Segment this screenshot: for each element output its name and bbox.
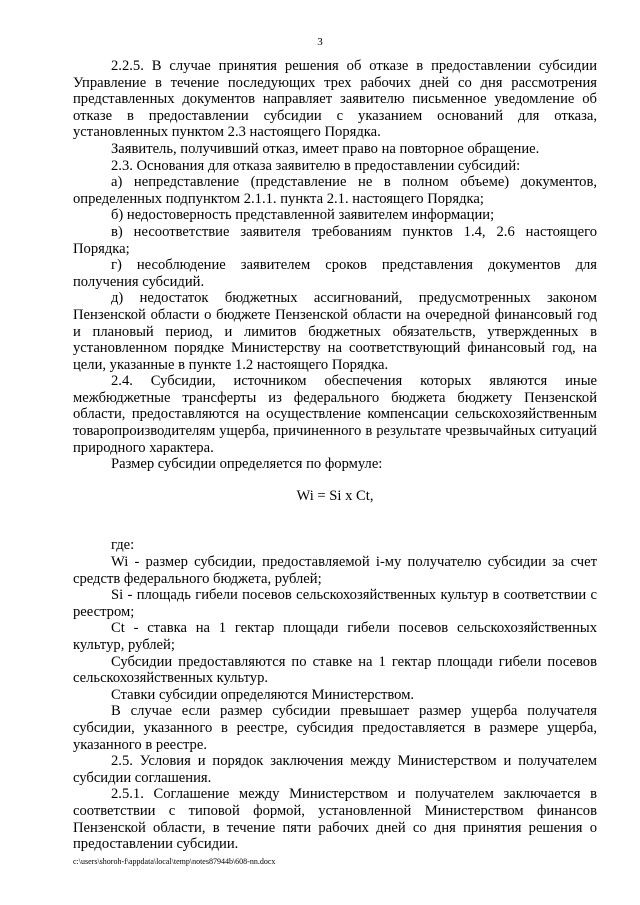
subsidy-formula: Wi = Si x Ct, [296, 487, 374, 504]
paragraph-2-5: 2.5. Условия и порядок заключения между Министерством и получателем субсидии соглашения. [73, 753, 597, 786]
paragraph-2-3-b: б) недостоверность представленной заявителем информации; [111, 207, 495, 224]
paragraph-2-3-v: в) несоответствие заявителя требованиям пунктов 1.4, 2.6 настоящего Порядка; [73, 223, 597, 257]
paragraph-ct-definition: Ct - ставка на 1 гектар площади гибели посевов сельскохозяйственных культур, рублей; [73, 620, 597, 653]
document-body [73, 58, 597, 853]
page-number: 3 [317, 36, 323, 48]
paragraph-2-3-d: д) недостаток бюджетных ассигнований, предусмотренных законом Пензенской области о бюджете Пензенской области на очередной финансовый год и плановый период, и лимитов бюджетных обязательств, утвержденных в установленном порядке Министерству на соответствующий финансовый год, на цели, указанные в пункте 1.2 настоящего Порядка. [73, 290, 597, 373]
paragraph-2-3: 2.3. Основания для отказа заявителю в предоставлении субсидий: [111, 157, 521, 174]
paragraph-2-3-a: а) непредставление (представление не в полном объеме) документов, определенных подпунктом 2.1.1. пункта 2.1. настоящего Порядка; [73, 174, 597, 207]
paragraph-si-definition: Si - площадь гибели посевов сельскохозяйственных культур в соответствии с реестром; [73, 587, 597, 620]
paragraph-where: где: [111, 537, 135, 554]
paragraph-formula-intro: Размер субсидии определяется по формуле: [111, 456, 383, 473]
paragraph-2-2-5: 2.2.5. В случае принятия решения об отказе в предоставлении субсидии Управление в течение последующих трех рабочих дней со дня рассмотрения представленных документов направляет заявителю письменное уведомление об отказе в предоставлении субсидии с указанием оснований для отказа, установленных пунктом 2.3 настоящего Порядка. [73, 58, 597, 141]
footer-file-path: c:\users\shoroh-f\appdata\local\temp\notes87944b\608-nn.docx [73, 857, 276, 866]
paragraph-2-5-1: 2.5.1. Соглашение между Министерством и получателем заключается в соответствии с типовой формой, установленной Министерством финансов Пензенской области, в течение пяти рабочих дней со дня принятия решения о предоставлении субсидии. [73, 786, 597, 853]
paragraph-damage-cap: В случае если размер субсидии превышает размер ущерба получателя субсидии, указанного в реестре, субсидия предоставляется в размере ущерба, указанного в реестре. [73, 703, 597, 753]
paragraph-wi-definition: Wi - размер субсидии, предоставляемой i-му получателю субсидии за счет средств федерального бюджета, рублей; [73, 554, 597, 587]
paragraph-rate-basis: Субсидии предоставляются по ставке на 1 гектар площади гибели посевов сельскохозяйственных культур. [73, 653, 597, 687]
paragraph-repeat-appeal: Заявитель, получивший отказ, имеет право на повторное обращение. [111, 140, 540, 157]
paragraph-rates-ministry: Ставки субсидии определяются Министерством. [111, 686, 415, 703]
paragraph-2-4: 2.4. Субсидии, источником обеспечения которых являются иные межбюджетные трансферты из федерального бюджета бюджету Пензенской области, предоставляются на осуществление компенсации сельскохозяйственным товаропроизводителям ущерба, причиненного в результате чрезвычайных ситуаций природного характера. [73, 373, 597, 456]
paragraph-2-3-g: г) несоблюдение заявителем сроков представления документов для получения субсидий. [73, 257, 597, 290]
